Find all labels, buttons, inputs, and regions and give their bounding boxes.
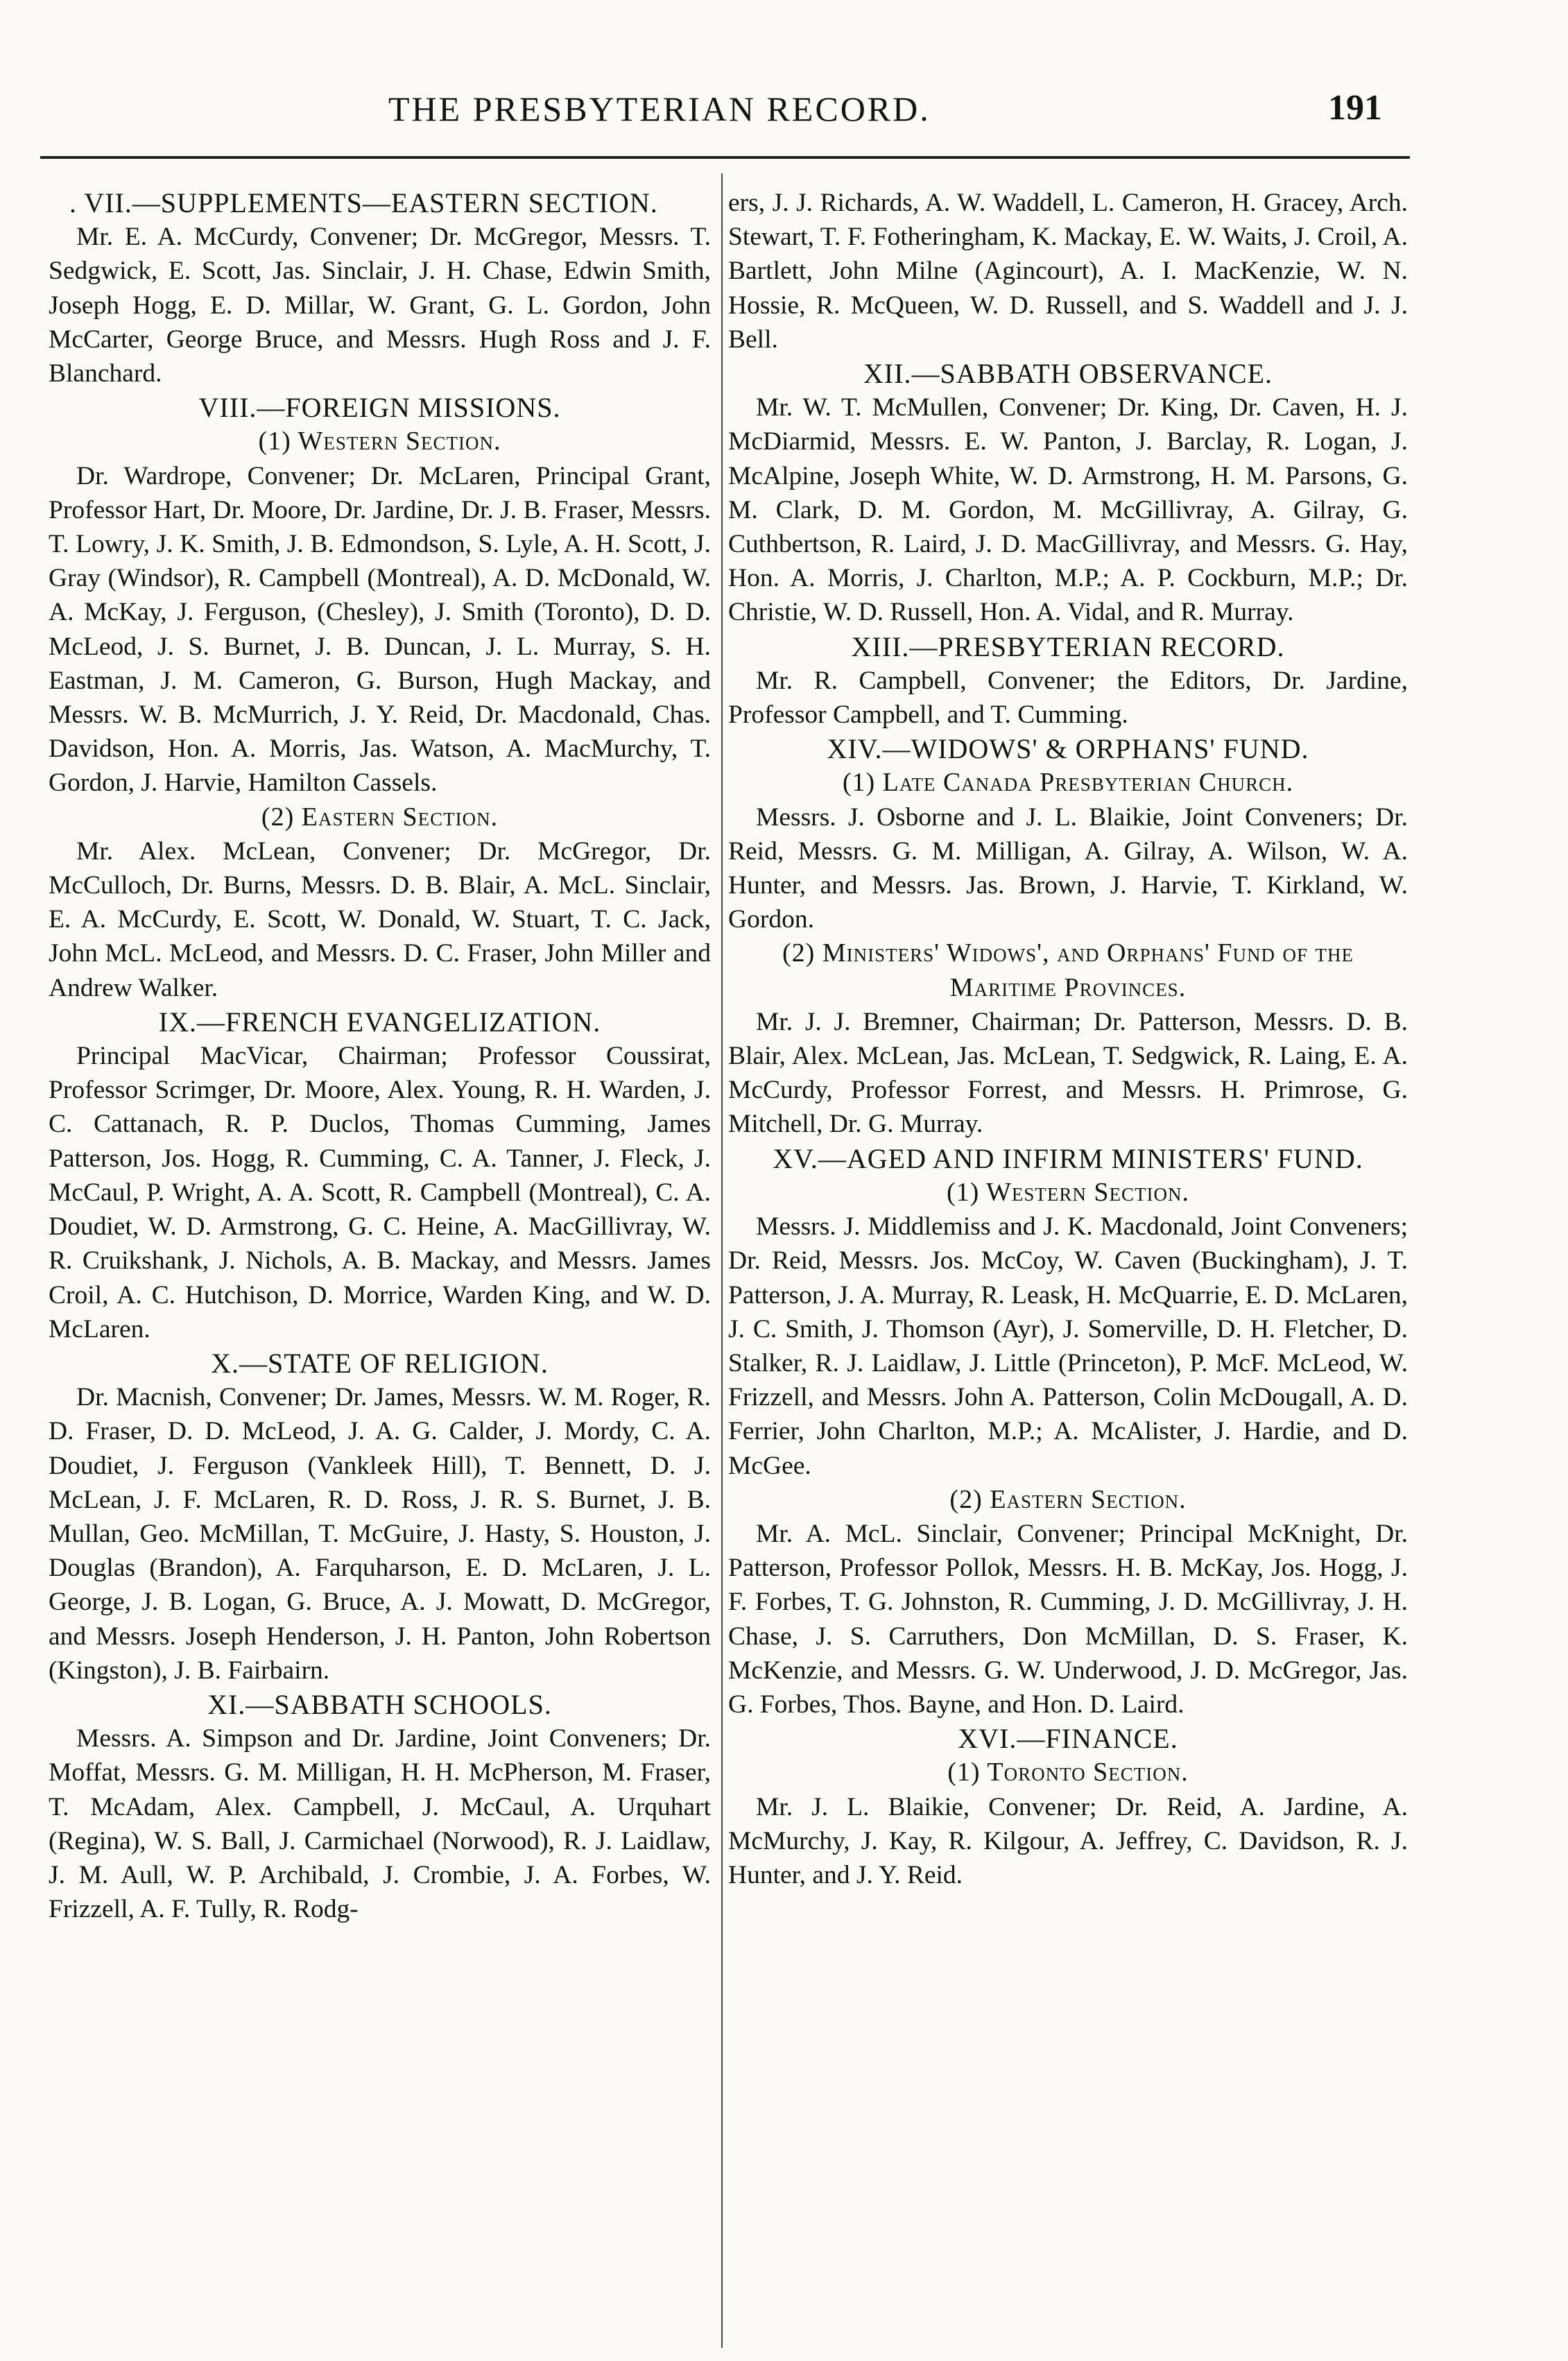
subsection-heading: (2) Eastern Section. [261, 802, 499, 832]
subsection-heading: (1) Toronto Section. [947, 1758, 1189, 1787]
section-heading: XII.—SABBATH OBSERVANCE. [863, 358, 1273, 390]
section-heading: VIII.—FOREIGN MISSIONS. [198, 392, 561, 424]
section-body: Messrs. J. Middlemiss and J. K. Macdonald, Joint Conveners; Dr. Reid, Messrs. Jos. McCoy, W. Caven (Buckingham), J. T. Patterson, J. A. Murray, R. Leask, H. McQuarrie, E. D. McLaren, J. C. Smith, J. Thomson (Ayr), J. Somerville, D. H. Fletcher, D. Stalker, R. J. Laidlaw, J. Little (Princeton), P. McF. McLeod, W. Frizzell, and Messrs. John A. Patterson, Colin McDougall, A. D. Ferrier, John Charlton, M.P.; A. McAlister, J. Hardie, and D. McGee. [728, 1212, 1408, 1480]
section-heading: XIV.—WIDOWS' & ORPHANS' FUND. [827, 733, 1309, 765]
section-heading: XI.—SABBATH SCHOOLS. [207, 1688, 552, 1720]
subsection-heading: (1) Late Canada Presbyterian Church. [842, 768, 1294, 798]
section-body: Dr. Wardrope, Convener; Dr. McLaren, Principal Grant, Professor Hart, Dr. Moore, Dr. Jardine, Dr. J. B. Fraser, Messrs. T. Lowry, J. K. Smith, J. B. Edmondson, S. Lyle, A. H. Scott, J. Gray (Windsor), R. Campbell (Montreal), A. D. McDonald, W. A. McKay, J. Ferguson, (Chesley), J. Smith (Toronto), D. D. McLeod, J. S. Burnet, J. B. Duncan, J. L. Murray, S. H. Eastman, J. M. Cameron, G. Burson, Hugh Mackay, and Messrs. W. B. McMurrich, J. Y. Reid, Dr. Macdonald, Chas. Davidson, Hon. A. Morris, Jas. Watson, A. MacMurchy, T. Gordon, J. Harvie, Hamilton Cassels. [49, 461, 711, 798]
section-body: Mr. W. T. McMullen, Convener; Dr. King, Dr. Caven, H. J. McDiarmid, Messrs. E. W. Panton, J. Barclay, R. Logan, J. McAlpine, Joseph White, W. D. Armstrong, H. M. Parsons, G. M. Clark, D. M. Gordon, M. McGillivray, A. Gilray, G. Cuthbertson, R. Laird, J. D. MacGillivray, and Messrs. G. Hay, Hon. A. Morris, J. Charlton, M.P.; A. P. Cockburn, M.P.; Dr. Christie, W. D. Russell, Hon. A. Vidal, and R. Murray. [728, 393, 1408, 627]
section-heading: XV.—AGED AND INFIRM MINISTERS' FUND. [773, 1142, 1363, 1174]
section-heading: . VII.—SUPPLEMENTS—EASTERN SECTION. [69, 187, 658, 218]
section-heading: X.—STATE OF RELIGION. [211, 1347, 549, 1379]
subsection-heading: (2) Ministers' Widows', and Orphans' Fund of the Maritime Provinces. [782, 938, 1354, 1002]
subsection-heading: (1) Western Section. [258, 427, 501, 456]
subsection-heading: (2) Eastern Section. [949, 1484, 1187, 1514]
running-title: THE PRESBYTERIAN RECORD. [388, 89, 931, 128]
section-body: Mr. A. McL. Sinclair, Convener; Principal McKnight, Dr. Patterson, Professor Pollok, Messrs. H. B. McKay, Jos. Hogg, J. F. Forbes, T. G. Johnston, R. Cumming, J. D. McGillivray, J. H. Chase, J. S. Carruthers, Don McMillan, D. S. Fraser, K. McKenzie, and Messrs. G. W. Underwood, J. D. McGregor, Jas. G. Forbes, Thos. Bayne, and Hon. D. Laird. [728, 1519, 1408, 1719]
section-body: Messrs. A. Simpson and Dr. Jardine, Joint Conveners; Dr. Moffat, Messrs. G. M. Milligan, H. H. McPherson, M. Fraser, T. McAdam, Alex. Campbell, J. McCaul, A. Urquhart (Regina), W. S. Ball, J. Carmichael (Norwood), R. J. Laidlaw, J. M. Aull, W. P. Archibald, J. Crombie, J. A. Forbes, W. Frizzell, A. F. Tully, R. Rodg- [49, 1724, 711, 1924]
section-heading: IX.—FRENCH EVANGELIZATION. [158, 1006, 601, 1038]
section-heading: XVI.—FINANCE. [958, 1723, 1178, 1755]
section-body: Dr. Macnish, Convener; Dr. James, Messrs. W. M. Roger, R. D. Fraser, D. D. McLeod, J. A. G. Calder, J. Mordy, C. A. Doudiet, J. Ferguson (Vankleek Hill), T. Bennett, D. J. McLean, J. F. McLaren, R. D. Ross, J. R. S. Burnet, J. B. Mullan, Geo. McMillan, T. McGuire, J. Hasty, S. Houston, J. Douglas (Brandon), A. Farquharson, E. D. McLaren, J. L. George, J. B. Logan, G. Bruce, A. J. Mowatt, D. McGregor, and Messrs. Joseph Henderson, J. H. Panton, John Robertson (Kingston), J. B. Fairbairn. [49, 1383, 711, 1685]
header-rule [40, 156, 1410, 159]
section-body-continued: ers, J. J. Richards, A. W. Waddell, L. Cameron, H. Gracey, Arch. Stewart, T. F. Fotheringham, K. Mackay, E. W. Waits, J. Croil, A. Bartlett, John Milne (Agincourt), A. I. MacKenzie, W. N. Hossie, R. McQueen, W. D. Russell, and S. Waddell and J. J. Bell. [728, 189, 1408, 354]
section-body: Mr. J. J. Bremner, Chairman; Dr. Patterson, Messrs. D. B. Blair, Alex. McLean, Jas. McLean, T. Sedgwick, R. Laing, E. A. McCurdy, Professor Forrest, and Messrs. H. Primrose, G. Mitchell, Dr. G. Murray. [728, 1007, 1408, 1139]
section-body: Mr. R. Campbell, Convener; the Editors, Dr. Jardine, Professor Campbell, and T. Cumming. [728, 666, 1408, 730]
right-column [728, 186, 1408, 1892]
column-divider [721, 173, 723, 2348]
section-body: Mr. Alex. McLean, Convener; Dr. McGregor, Dr. McCulloch, Dr. Burns, Messrs. D. B. Blair, A. McL. Sinclair, E. A. McCurdy, E. Scott, W. Donald, W. Stuart, T. C. Jack, John McL. McLeod, and Messrs. D. C. Fraser, John Miller and Andrew Walker. [49, 836, 711, 1002]
section-heading: XIII.—PRESBYTERIAN RECORD. [851, 630, 1285, 662]
section-body: Messrs. J. Osborne and J. L. Blaikie, Joint Conveners; Dr. Reid, Messrs. G. M. Milligan, A. Gilray, A. Wilson, W. A. Hunter, and Messrs. Jas. Brown, J. Harvie, T. Kirkland, W. Gordon. [728, 802, 1408, 934]
left-column [49, 186, 711, 1926]
section-body: Mr. J. L. Blaikie, Convener; Dr. Reid, A. Jardine, A. McMurchy, J. Kay, R. Kilgour, A. Jeffrey, C. Davidson, R. J. Hunter, and J. Y. Reid. [728, 1792, 1408, 1889]
section-body: Mr. E. A. McCurdy, Convener; Dr. McGregor, Messrs. T. Sedgwick, E. Scott, Jas. Sinclair, J. H. Chase, Edwin Smith, Joseph Hogg, E. D. Millar, W. Grant, G. L. Gordon, John McCarter, George Bruce, and Messrs. Hugh Ross and J. F. Blanchard. [49, 223, 711, 388]
subsection-heading: (1) Western Section. [946, 1177, 1190, 1207]
section-body: Principal MacVicar, Chairman; Professor Coussirat, Professor Scrimger, Dr. Moore, Alex. Young, R. H. Warden, J. C. Cattanach, R. P. Duclos, Thomas Cumming, James Patterson, Jos. Hogg, R. Cumming, C. A. Tanner, J. Fleck, J. McCaul, P. Wright, A. A. Scott, R. Campbell (Montreal), C. A. Doudiet, W. D. Armstrong, G. C. Heine, A. MacGillivray, W. R. Cruikshank, J. Nichols, A. B. Mackay, and Messrs. James Croil, A. C. Hutchison, D. Morrice, Warden King, and W. D. McLaren. [49, 1042, 711, 1343]
page-number: 191 [1328, 88, 1382, 128]
